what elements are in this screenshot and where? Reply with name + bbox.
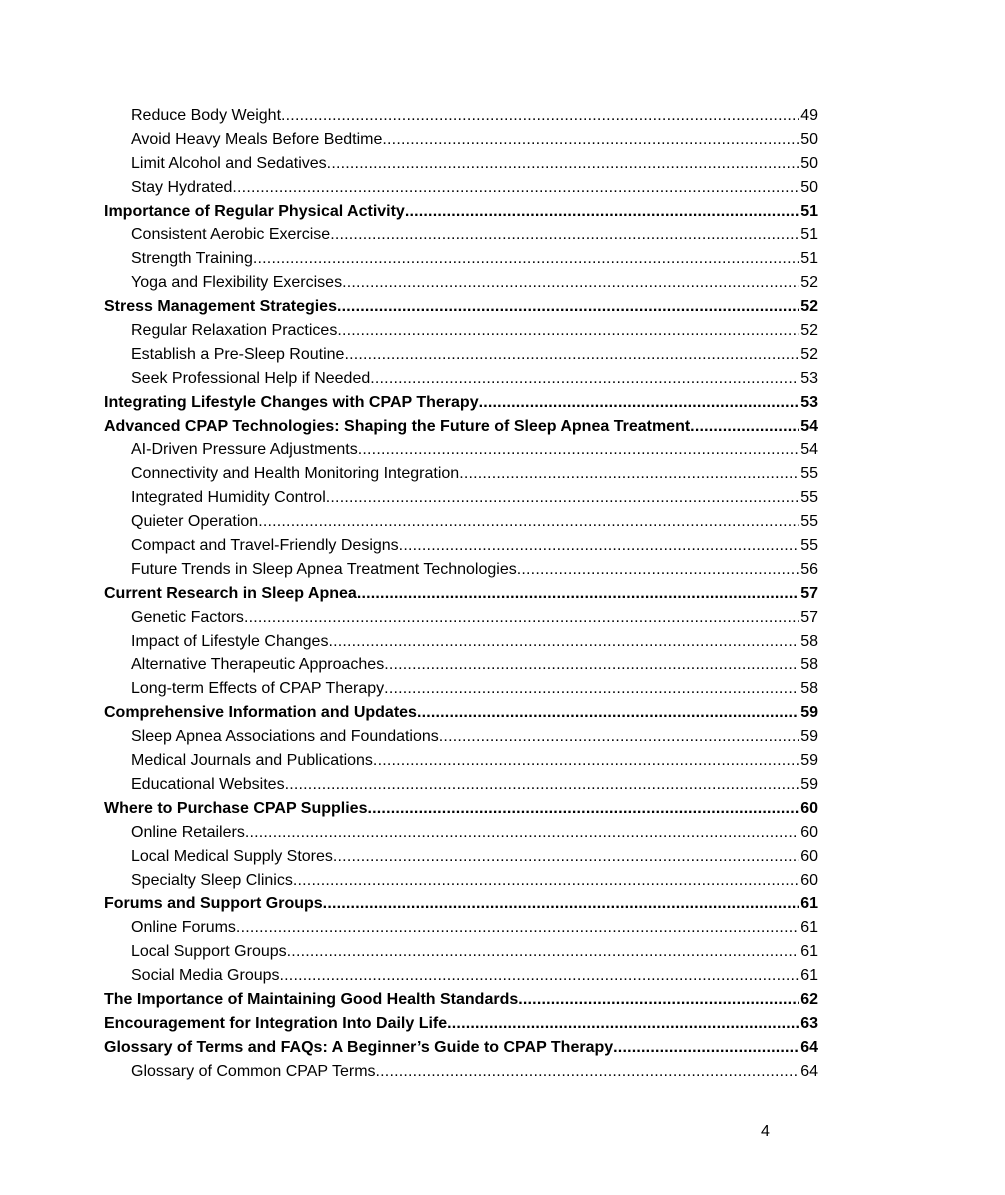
dot-leader <box>399 534 800 558</box>
toc-entry-title: Establish a Pre-Sleep Routine <box>131 345 345 363</box>
toc-subsection-entry[interactable] <box>104 630 818 654</box>
toc-subsection-entry[interactable] <box>104 606 818 630</box>
toc-entry-title: Reduce Body Weight <box>131 107 282 124</box>
toc-entry-title: Glossary of Terms and FAQs: A Beginner’s Guide to CPAP Therapy <box>104 1038 614 1056</box>
dot-leader <box>384 653 799 677</box>
toc-entry-page: 64 <box>800 1038 818 1056</box>
toc-entry-page: 59 <box>800 775 818 793</box>
toc-subsection-entry[interactable] <box>104 773 818 797</box>
toc-entry-page: 58 <box>800 656 818 674</box>
toc-entry-title: Comprehensive Information and Updates <box>104 704 417 722</box>
toc-subsection-entry[interactable] <box>104 940 818 964</box>
dot-leader <box>232 176 799 200</box>
toc-entry-page: 60 <box>800 823 818 841</box>
toc-section-entry[interactable] <box>104 1036 818 1060</box>
toc-entry-title: Integrated Humidity Control <box>131 489 326 507</box>
toc-subsection-entry[interactable] <box>104 247 818 271</box>
toc-entry-page: 61 <box>800 919 818 937</box>
toc-entry-page: 59 <box>800 704 818 722</box>
dot-leader <box>384 677 799 701</box>
toc-entry-title: Advanced CPAP Technologies: Shaping the Future of Sleep Apnea Treatment <box>104 417 691 435</box>
toc-entry-page: 55 <box>800 465 818 483</box>
dot-leader <box>326 486 799 510</box>
toc-entry-page: 52 <box>800 298 818 316</box>
page-number: 4 <box>761 1123 770 1140</box>
dot-leader <box>337 295 799 319</box>
toc-entry-page: 60 <box>800 799 818 817</box>
dot-leader <box>342 271 799 295</box>
toc-subsection-entry[interactable] <box>104 725 818 749</box>
dot-leader <box>690 415 799 439</box>
toc-section-entry[interactable] <box>104 1012 818 1036</box>
toc-entry-page: 56 <box>800 560 818 578</box>
dot-leader <box>280 964 800 988</box>
dot-leader <box>293 869 799 893</box>
toc-entry-title: Glossary of Common CPAP Terms <box>131 1062 376 1080</box>
toc-entry-title: Medical Journals and Publications <box>131 752 373 770</box>
toc-subsection-entry[interactable] <box>104 653 818 677</box>
toc-entry-page: 61 <box>800 967 818 985</box>
toc-subsection-entry[interactable] <box>104 462 818 486</box>
toc-entry-title: Local Medical Supply Stores <box>131 847 333 865</box>
dot-leader <box>236 916 799 940</box>
table-of-contents <box>104 104 818 1084</box>
toc-entry-page: 54 <box>800 441 818 459</box>
toc-subsection-entry[interactable] <box>104 510 818 534</box>
toc-entry-page: 57 <box>800 584 818 602</box>
toc-subsection-entry[interactable] <box>104 964 818 988</box>
toc-entry-title: Long-term Effects of CPAP Therapy <box>131 680 385 698</box>
toc-section-entry[interactable] <box>104 200 818 224</box>
toc-entry-page: 54 <box>800 417 818 435</box>
toc-entry-title: Connectivity and Health Monitoring Integration <box>131 465 460 483</box>
dot-leader <box>613 1036 799 1060</box>
dot-leader <box>417 701 799 725</box>
toc-subsection-entry[interactable] <box>104 558 818 582</box>
toc-section-entry[interactable] <box>104 415 818 439</box>
dot-leader <box>439 725 799 749</box>
toc-subsection-entry[interactable] <box>104 343 818 367</box>
dot-leader <box>333 845 799 869</box>
toc-subsection-entry[interactable] <box>104 1060 818 1084</box>
dot-leader <box>287 940 800 964</box>
toc-subsection-entry[interactable] <box>104 176 818 200</box>
toc-entry-title: Regular Relaxation Practices <box>131 322 338 340</box>
toc-entry-title: Seek Professional Help if Needed <box>131 369 371 387</box>
toc-subsection-entry[interactable] <box>104 916 818 940</box>
toc-entry-title: Quieter Operation <box>131 513 259 531</box>
toc-entry-title: Sleep Apnea Associations and Foundations <box>131 728 439 746</box>
toc-entry-title: Where to Purchase CPAP Supplies <box>104 799 368 817</box>
toc-entry-page: 64 <box>800 1062 818 1080</box>
toc-section-entry[interactable] <box>104 988 818 1012</box>
dot-leader <box>244 606 799 630</box>
toc-entry-page: 62 <box>800 990 818 1008</box>
toc-subsection-entry[interactable] <box>104 319 818 343</box>
toc-entry-page: 55 <box>800 489 818 507</box>
toc-entry-title: Yoga and Flexibility Exercises <box>131 274 343 292</box>
toc-subsection-entry[interactable] <box>104 271 818 295</box>
toc-entry-page: 55 <box>800 537 818 555</box>
dot-leader <box>258 510 799 534</box>
dot-leader <box>373 749 799 773</box>
toc-entry-title: Online Retailers <box>131 823 245 841</box>
toc-entry-page: 60 <box>800 871 818 889</box>
toc-entry-page: 61 <box>800 943 818 961</box>
toc-entry-title: Stay Hydrated <box>131 178 233 196</box>
toc-entry-title: Specialty Sleep Clinics <box>131 871 293 889</box>
toc-entry-title: Social Media Groups <box>131 967 280 985</box>
dot-leader <box>344 343 799 367</box>
toc-entry-page: 50 <box>800 178 818 196</box>
toc-entry-page: 51 <box>800 202 818 220</box>
toc-section-entry[interactable] <box>104 892 818 916</box>
toc-entry-title: Importance of Regular Physical Activity <box>104 202 405 220</box>
toc-entry-title: Current Research in Sleep Apnea <box>104 584 357 602</box>
toc-entry-title: Future Trends in Sleep Apnea Treatment Technologies <box>131 560 517 578</box>
toc-entry-title: Impact of Lifestyle Changes <box>131 632 329 650</box>
dot-leader <box>253 247 799 271</box>
dot-leader <box>323 892 800 916</box>
toc-entry-title: Compact and Travel-Friendly Designs <box>131 537 399 555</box>
dot-leader <box>382 128 799 152</box>
toc-entry-page: 50 <box>800 154 818 172</box>
toc-subsection-entry[interactable] <box>104 749 818 773</box>
toc-subsection-entry[interactable] <box>104 367 818 391</box>
toc-entry-page: 63 <box>800 1014 818 1032</box>
toc-entry-page: 58 <box>800 680 818 698</box>
toc-subsection-entry[interactable] <box>104 438 818 462</box>
toc-entry-title: Limit Alcohol and Sedatives <box>131 154 327 172</box>
toc-entry-page: 52 <box>800 322 818 340</box>
dot-leader <box>518 988 799 1012</box>
dot-leader <box>367 797 799 821</box>
toc-entry-title: The Importance of Maintaining Good Health Standards <box>104 990 519 1008</box>
toc-entry-page: 53 <box>800 369 818 387</box>
toc-entry-page: 60 <box>800 847 818 865</box>
dot-leader <box>357 582 799 606</box>
dot-leader <box>370 367 799 391</box>
dot-leader <box>459 462 799 486</box>
toc-subsection-entry[interactable] <box>104 223 818 247</box>
toc-section-entry[interactable] <box>104 701 818 725</box>
toc-subsection-entry[interactable] <box>104 869 818 893</box>
toc-entry-page: 55 <box>800 513 818 531</box>
toc-entry-title: Forums and Support Groups <box>104 895 323 913</box>
toc-section-entry[interactable] <box>104 295 818 319</box>
dot-leader <box>405 200 799 224</box>
toc-entry-page: 57 <box>800 608 818 626</box>
toc-entry-title: Local Support Groups <box>131 943 287 961</box>
dot-leader <box>328 630 799 654</box>
toc-subsection-entry[interactable] <box>104 821 818 845</box>
toc-entry-page: 51 <box>800 250 818 268</box>
toc-entry-title: Encouragement for Integration Into Daily Life <box>104 1014 448 1032</box>
dot-leader <box>285 773 800 797</box>
toc-entry-title: Consistent Aerobic Exercise <box>131 226 331 244</box>
dot-leader <box>327 152 800 176</box>
toc-entry-title: Genetic Factors <box>131 608 244 626</box>
toc-entry-page: 59 <box>800 752 818 770</box>
dot-leader <box>245 821 799 845</box>
toc-entry-page: 59 <box>800 728 818 746</box>
toc-entry-page: 52 <box>800 345 818 363</box>
dot-leader <box>337 319 799 343</box>
toc-entry-title: Strength Training <box>131 250 253 268</box>
toc-entry-title: AI-Driven Pressure Adjustments <box>131 441 358 459</box>
toc-entry-title: Avoid Heavy Meals Before Bedtime <box>131 130 383 148</box>
toc-subsection-entry[interactable] <box>104 152 818 176</box>
toc-entry-page: 50 <box>800 130 818 148</box>
toc-entry-title: Stress Management Strategies <box>104 298 337 316</box>
toc-subsection-entry[interactable] <box>104 104 818 128</box>
toc-subsection-entry[interactable] <box>104 486 818 510</box>
dot-leader <box>281 104 799 128</box>
toc-entry-page: 52 <box>800 274 818 292</box>
dot-leader <box>330 223 799 247</box>
toc-subsection-entry[interactable] <box>104 677 818 701</box>
toc-entry-page: 61 <box>800 895 818 913</box>
toc-section-entry[interactable] <box>104 582 818 606</box>
toc-entry-title: Alternative Therapeutic Approaches <box>131 656 385 674</box>
toc-entry-title: Integrating Lifestyle Changes with CPAP Therapy <box>104 393 479 411</box>
toc-subsection-entry[interactable] <box>104 534 818 558</box>
dot-leader <box>376 1060 800 1084</box>
toc-entry-page: 58 <box>800 632 818 650</box>
toc-section-entry[interactable] <box>104 391 818 415</box>
dot-leader <box>447 1012 799 1036</box>
dot-leader <box>358 438 799 462</box>
toc-entry-page: 51 <box>800 226 818 244</box>
dot-leader <box>479 391 800 415</box>
toc-section-entry[interactable] <box>104 797 818 821</box>
dot-leader <box>517 558 799 582</box>
toc-entry-page: 49 <box>800 107 818 124</box>
toc-entry-title: Online Forums <box>131 919 236 937</box>
toc-subsection-entry[interactable] <box>104 128 818 152</box>
toc-entry-page: 53 <box>800 393 818 411</box>
toc-subsection-entry[interactable] <box>104 845 818 869</box>
toc-entry-title: Educational Websites <box>131 775 285 793</box>
